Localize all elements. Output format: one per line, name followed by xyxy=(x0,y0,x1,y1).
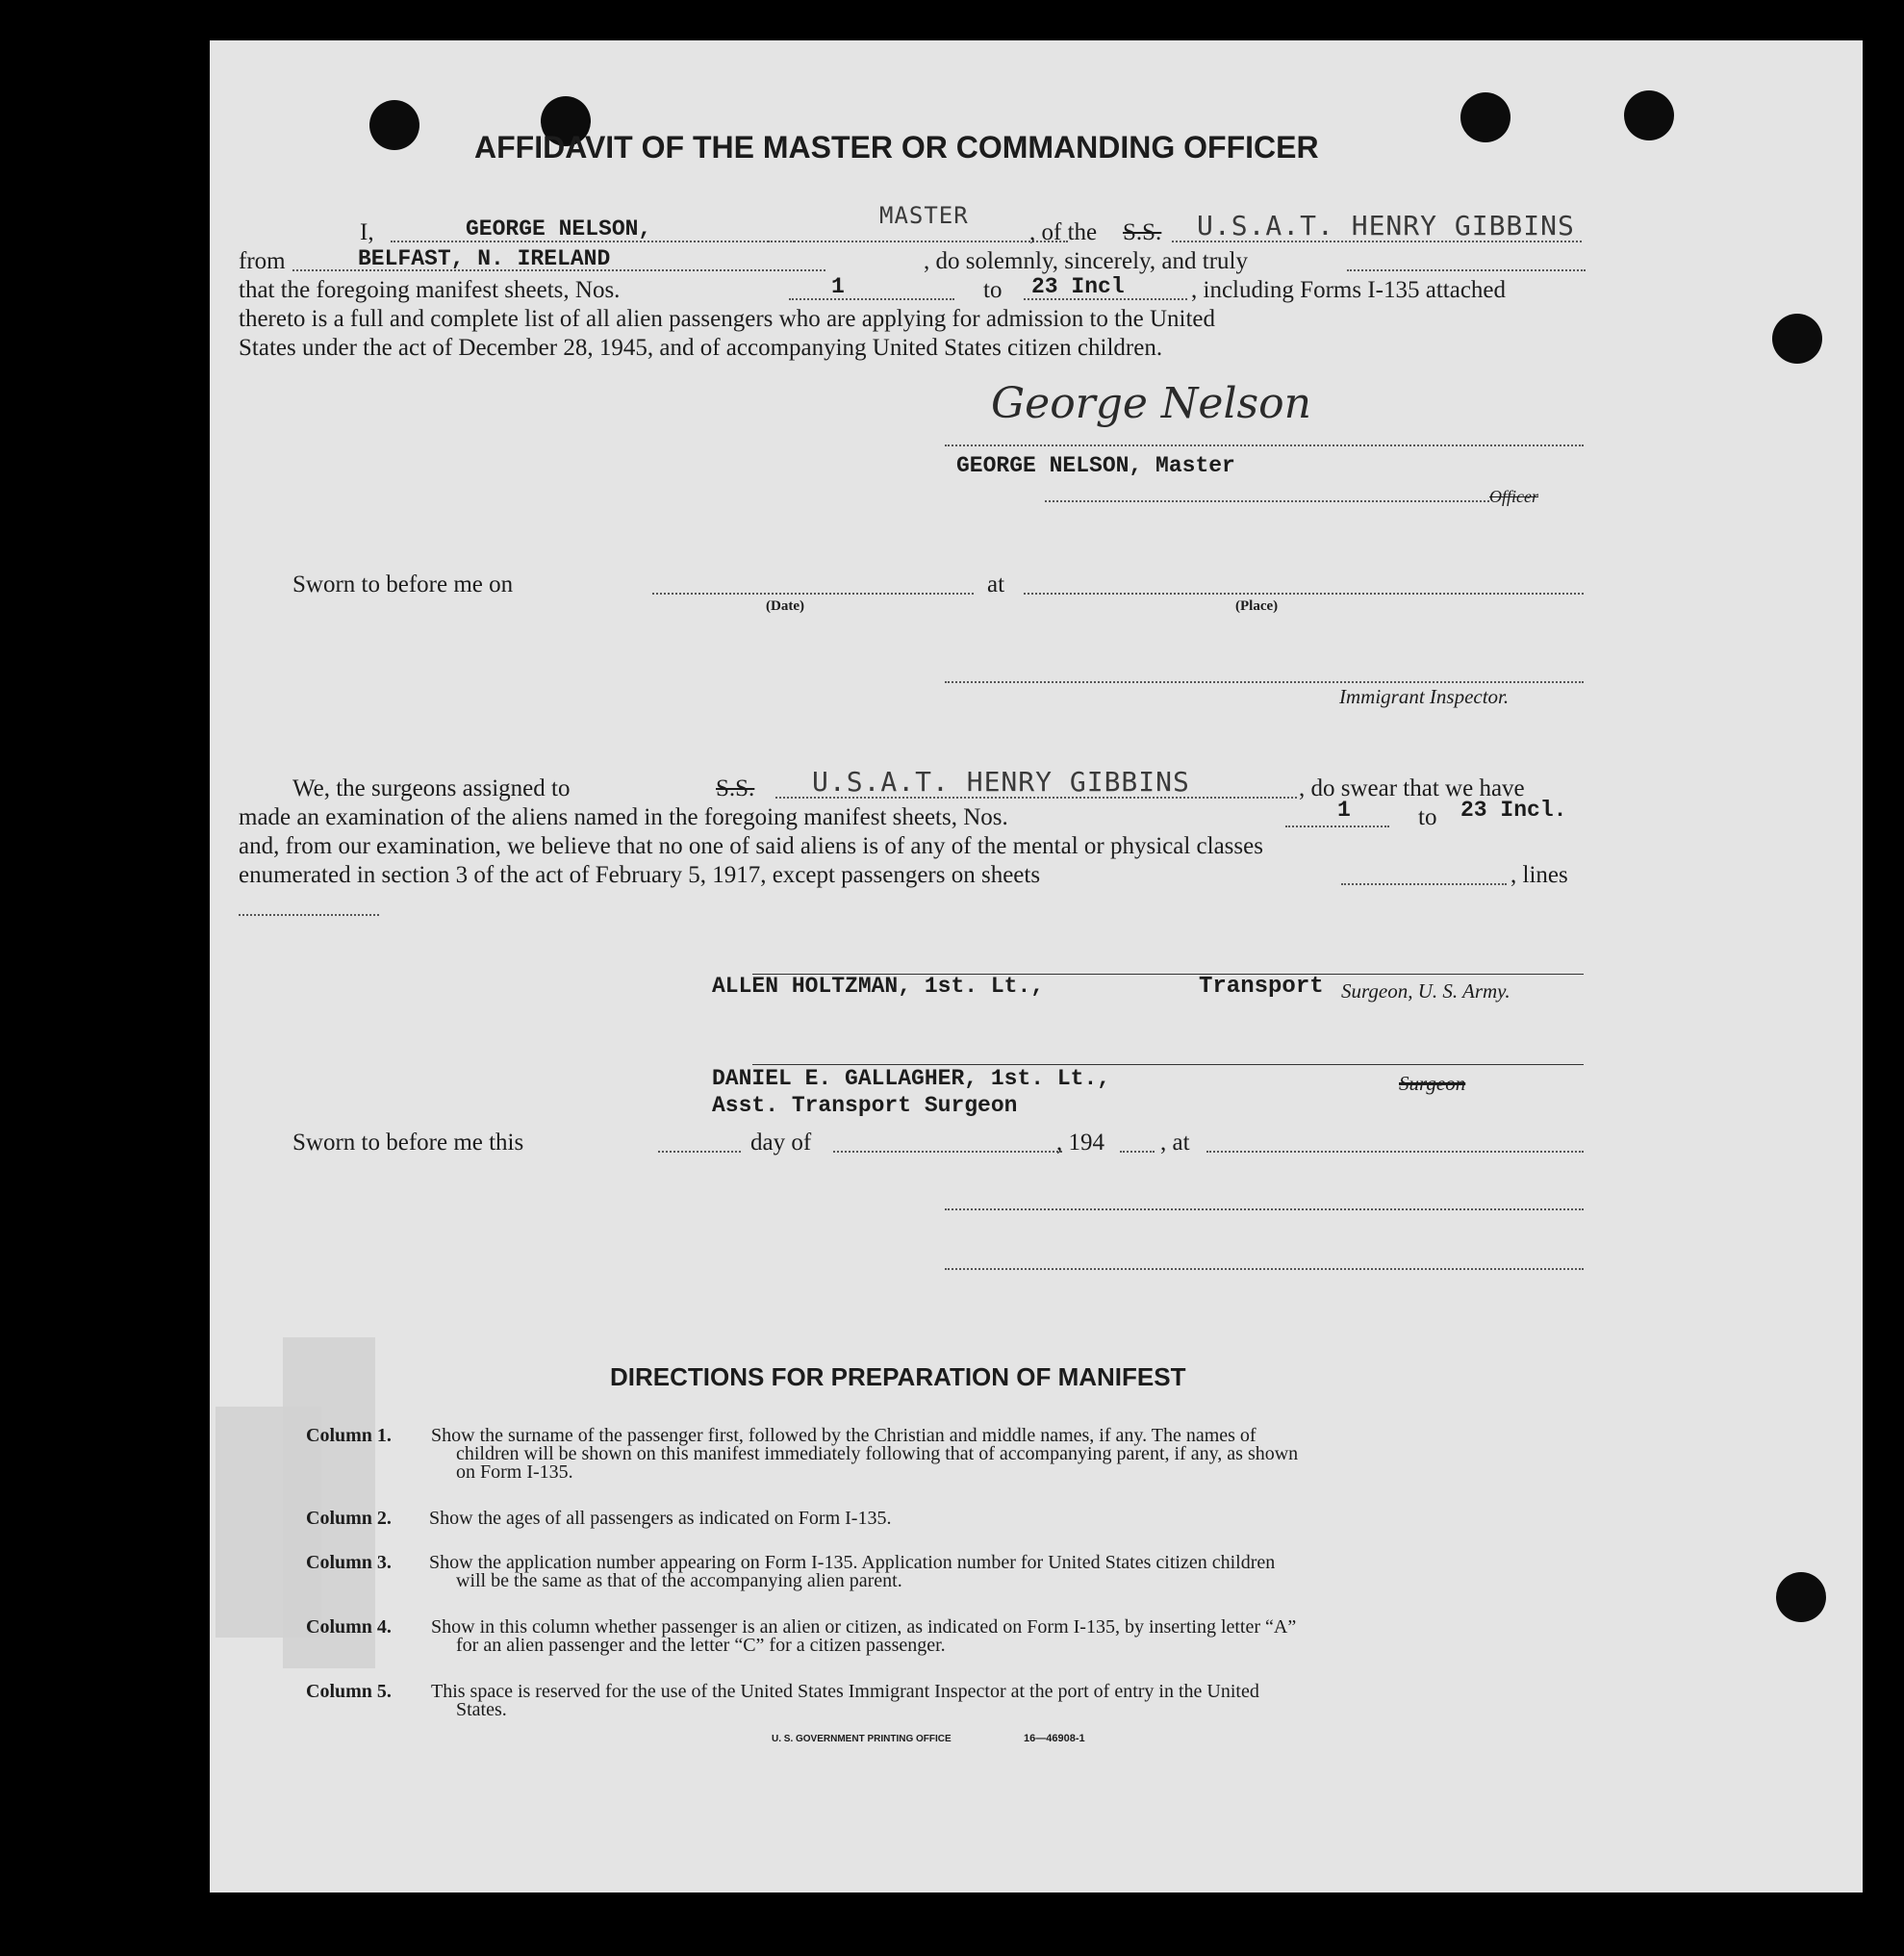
to-text: to xyxy=(983,277,1003,303)
inspector-line xyxy=(945,681,1584,683)
to-text-2: to xyxy=(1418,804,1437,830)
signature-line xyxy=(945,445,1584,446)
section-text: enumerated in section 3 of the act of February 5, 1917, except passengers on sheets xyxy=(239,862,1041,888)
lines-field xyxy=(239,914,379,916)
surgeon1-name: ALLEN HOLTZMAN, 1st. Lt., xyxy=(712,974,1045,999)
month-field xyxy=(833,1151,1062,1153)
column-text: Show the surname of the passenger first, followed by the Christian and middle names, if any. The names of xyxy=(431,1425,1257,1446)
surgeons-text: We, the surgeons assigned to xyxy=(292,775,571,801)
column-label: Column 3. xyxy=(306,1552,392,1573)
place-label: (Place) xyxy=(1235,598,1279,614)
port-value: BELFAST, N. IRELAND xyxy=(358,246,611,271)
column-label: Column 4. xyxy=(306,1616,392,1638)
sheets-field xyxy=(1341,883,1507,885)
surgeons-ship-stamp: U.S.A.T. HENRY GIBBINS xyxy=(812,766,1190,798)
column-text: Show in this column whether passenger is an alien or citizen, as indicated on Form I-135, by inserting letter “A” xyxy=(431,1616,1297,1638)
punch-hole xyxy=(369,100,419,150)
surgeons-sheet-from-field xyxy=(1285,826,1389,827)
day-field xyxy=(658,1151,741,1153)
crossed-surgeon: Surgeon xyxy=(1399,1072,1466,1095)
column-text: will be the same as that of the accompanying alien parent. xyxy=(456,1570,902,1591)
day-of-text: day of xyxy=(750,1130,812,1156)
classes-text: and, from our examination, we believe that no one of said aliens is of any of the mental or physical classes xyxy=(239,833,1263,859)
form-sheet xyxy=(210,40,1863,1892)
place-field xyxy=(1024,593,1584,595)
rank-field xyxy=(768,241,1068,242)
from-text: from xyxy=(239,248,286,274)
year-field xyxy=(1120,1151,1155,1153)
officer-struck: Officer xyxy=(1489,487,1538,506)
rank-stamp: MASTER xyxy=(879,202,969,229)
date-field xyxy=(652,593,974,595)
punch-hole xyxy=(1624,90,1674,140)
sheet-to: 23 Incl xyxy=(1031,274,1125,299)
punch-hole xyxy=(1776,1572,1826,1622)
examination-text: made an examination of the aliens named in the foregoing manifest sheets, Nos. xyxy=(239,804,1008,830)
column-text: Show the ages of all passengers as indicated on Form I-135. xyxy=(429,1508,892,1529)
inspector-label: Immigrant Inspector. xyxy=(1339,685,1510,708)
sheet-from: 1 xyxy=(831,274,845,299)
directions-title: DIRECTIONS FOR PREPARATION OF MANIFEST xyxy=(610,1362,1186,1391)
column-text: children will be shown on this manifest immediately following that of accompanying parent, if any, as shown xyxy=(456,1443,1299,1464)
sworn-text: Sworn to before me on xyxy=(292,572,514,597)
column-text: for an alien passenger and the letter “C” for a citizen passenger. xyxy=(456,1635,946,1656)
sign-line-2 xyxy=(945,1268,1584,1270)
column-text: States. xyxy=(456,1699,507,1720)
at-text: at xyxy=(987,572,1005,597)
surgeon2-name: DANIEL E. GALLAGHER, 1st. Lt., xyxy=(712,1066,1111,1091)
manifest-text: that the foregoing manifest sheets, Nos. xyxy=(239,277,621,303)
surgeons-sheet-from: 1 xyxy=(1337,798,1351,823)
surgeon2-line xyxy=(752,1064,1584,1065)
sworn-this-text: Sworn to before me this xyxy=(292,1130,524,1156)
punch-hole xyxy=(1460,92,1511,142)
punch-hole xyxy=(1772,314,1822,364)
surgeon2-title: Asst. Transport Surgeon xyxy=(712,1093,1018,1118)
transport-text: Transport xyxy=(1199,974,1324,1000)
thereto-text: thereto is a full and complete list of all alien passengers who are applying for admission to the United xyxy=(239,306,1216,332)
typed-signature: GEORGE NELSON, Master xyxy=(956,453,1235,478)
place-field-2 xyxy=(1206,1151,1584,1153)
act-text: States under the act of December 28, 1945, and of accompanying United States citizen children. xyxy=(239,335,1163,361)
ss-struck: S.S. xyxy=(1123,219,1162,245)
i-text: I, xyxy=(360,219,374,245)
sign-line-1 xyxy=(945,1208,1584,1210)
master-signature: George Nelson xyxy=(991,379,1311,428)
solemn-text: , do solemnly, sincerely, and truly xyxy=(924,248,1248,274)
column-text: on Form I-135. xyxy=(456,1461,573,1483)
column-label: Column 1. xyxy=(306,1425,392,1446)
ss-struck-2: S.S. xyxy=(716,775,755,801)
forms-text: , including Forms I-135 attached xyxy=(1191,277,1507,303)
lines-text: , lines xyxy=(1511,862,1568,888)
at-text-2: , at xyxy=(1160,1130,1190,1156)
column-text: This space is reserved for the use of the United States Immigrant Inspector at the port of entry in the United xyxy=(431,1681,1259,1702)
of-the-text: , of the xyxy=(1029,219,1098,245)
swear-text: , do swear that we have xyxy=(1299,775,1525,801)
army-label: Surgeon, U. S. Army. xyxy=(1341,979,1511,1003)
printer-footer: U. S. GOVERNMENT PRINTING OFFICE xyxy=(772,1734,952,1744)
year-text: , 194 xyxy=(1056,1130,1104,1156)
surgeons-sheet-to: 23 Incl. xyxy=(1460,798,1567,823)
sheet-from-field xyxy=(789,298,954,300)
ship-stamp: U.S.A.T. HENRY GIBBINS xyxy=(1197,210,1575,241)
page-title: AFFIDAVIT OF THE MASTER OR COMMANDING OFFICER xyxy=(474,130,1319,165)
blank-field xyxy=(1347,269,1586,271)
column-label: Column 5. xyxy=(306,1681,392,1702)
form-code: 16—46908-1 xyxy=(1024,1733,1085,1744)
date-label: (Date) xyxy=(766,598,804,614)
column-label: Column 2. xyxy=(306,1508,392,1529)
officer-line xyxy=(1045,500,1489,502)
column-text: Show the application number appearing on Form I-135. Application number for United States citizen children xyxy=(429,1552,1276,1573)
master-name: GEORGE NELSON, xyxy=(466,216,652,241)
